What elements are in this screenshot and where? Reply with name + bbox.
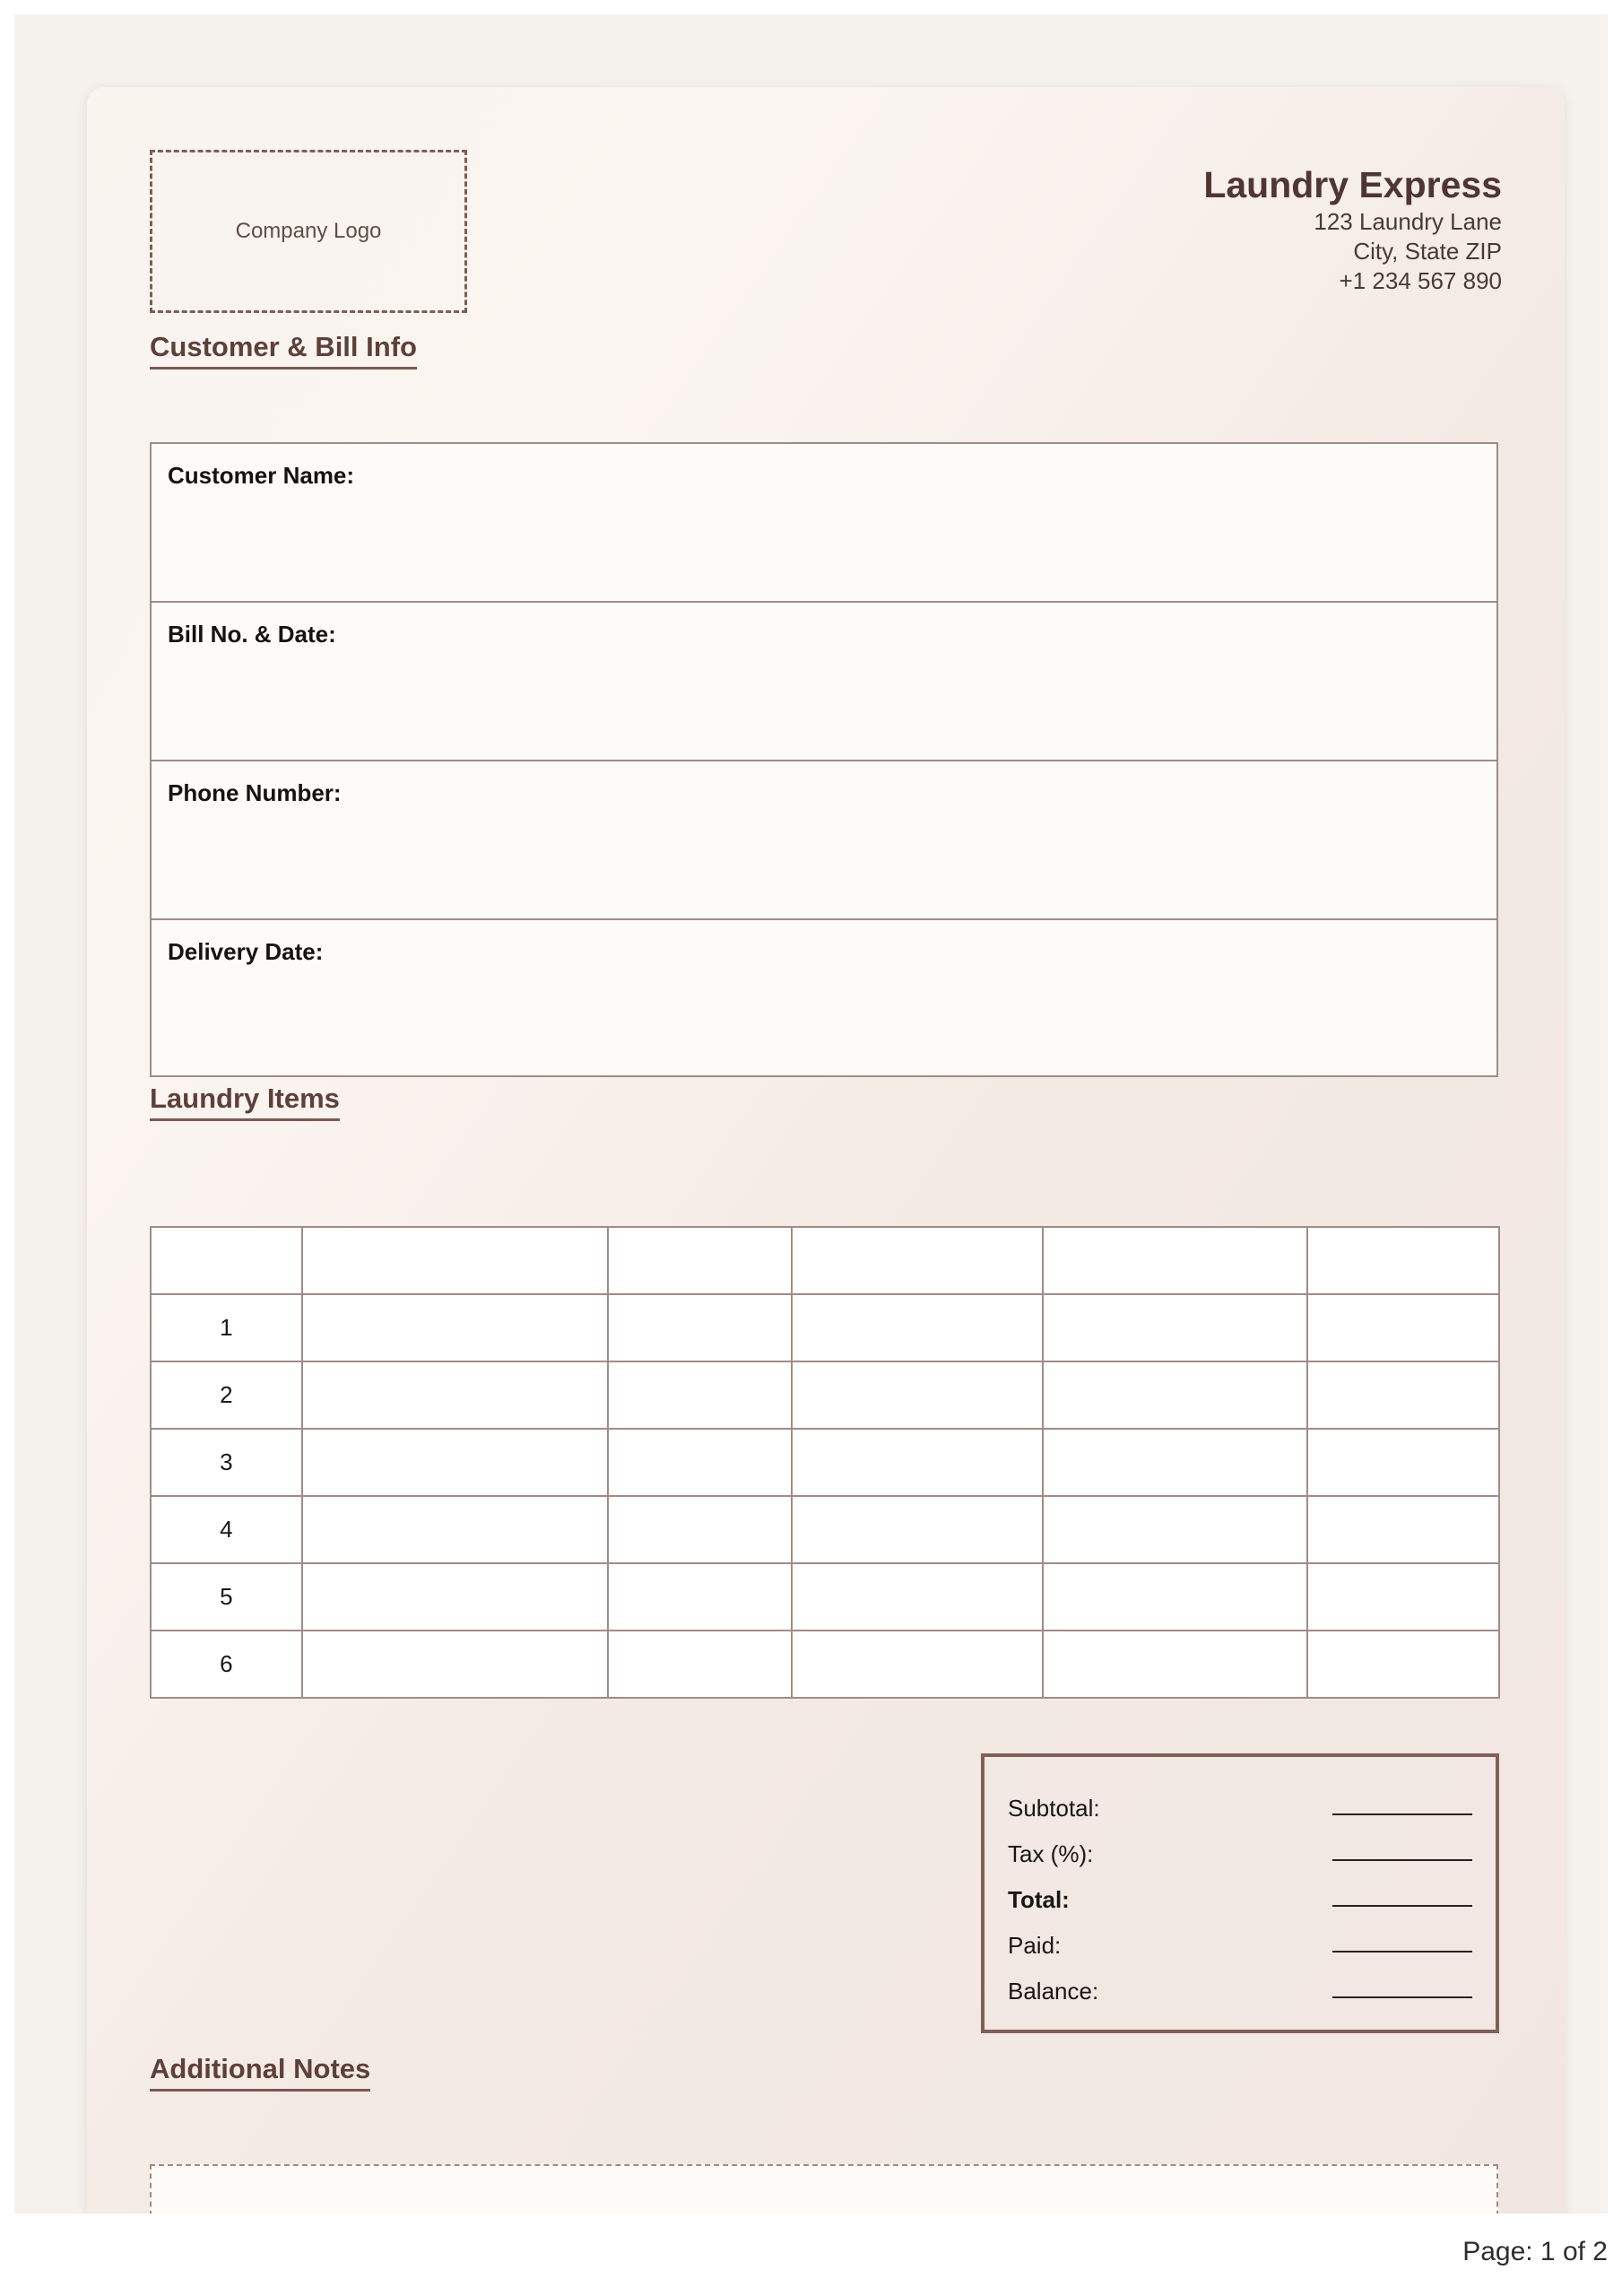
table-cell[interactable] (1043, 1496, 1308, 1563)
balance-row (1008, 1960, 1472, 2005)
additional-notes-title: Additional Notes (150, 2053, 370, 2092)
subtotal-label: Subtotal: (1008, 1795, 1100, 1822)
table-cell[interactable] (792, 1496, 1043, 1563)
table-cell[interactable] (608, 1563, 792, 1631)
table-cell[interactable] (608, 1294, 792, 1361)
tax-value-line[interactable] (1332, 1859, 1472, 1861)
additional-notes-box[interactable] (150, 2164, 1498, 2213)
table-cell[interactable] (1043, 1429, 1308, 1496)
table-cell[interactable] (302, 1361, 609, 1429)
balance-value-line[interactable] (1332, 1996, 1472, 1998)
row-number: 2 (151, 1361, 302, 1429)
table-cell[interactable] (1307, 1631, 1499, 1698)
table-cell[interactable] (302, 1496, 609, 1563)
table-cell[interactable] (1043, 1631, 1308, 1698)
table-row (151, 1631, 1499, 1698)
table-cell[interactable] (1307, 1563, 1499, 1631)
table-cell[interactable] (1043, 1294, 1308, 1361)
table-cell[interactable] (1307, 1496, 1499, 1563)
table-header-cell (302, 1227, 609, 1294)
table-cell[interactable] (608, 1496, 792, 1563)
document-canvas (14, 14, 1608, 2213)
logo-placeholder-text: Company Logo (235, 219, 382, 243)
phone-number-label: Phone Number: (168, 779, 342, 806)
table-cell[interactable] (1307, 1429, 1499, 1496)
table-cell[interactable] (1043, 1361, 1308, 1429)
row-number: 3 (151, 1429, 302, 1496)
table-cell[interactable] (792, 1429, 1043, 1496)
table-header-row (151, 1227, 1499, 1294)
delivery-date-field[interactable] (152, 920, 1496, 1079)
table-cell[interactable] (302, 1429, 609, 1496)
table-cell[interactable] (608, 1429, 792, 1496)
table-cell[interactable] (792, 1294, 1043, 1361)
customer-info-title: Customer & Bill Info (150, 331, 417, 370)
table-row (151, 1294, 1499, 1361)
table-cell[interactable] (608, 1631, 792, 1698)
table-row (151, 1496, 1499, 1563)
row-number: 4 (151, 1496, 302, 1563)
table-cell[interactable] (1307, 1294, 1499, 1361)
invoice-page (87, 87, 1565, 2213)
company-name: Laundry Express (1203, 164, 1502, 205)
paid-label: Paid: (1008, 1932, 1062, 1959)
customer-name-label: Customer Name: (168, 462, 355, 489)
total-label: Total: (1008, 1886, 1070, 1913)
table-cell[interactable] (608, 1361, 792, 1429)
table-cell[interactable] (1307, 1361, 1499, 1429)
table-row (151, 1563, 1499, 1631)
laundry-items-table (150, 1226, 1500, 1699)
company-logo-placeholder (150, 150, 467, 313)
tax-label: Tax (%): (1008, 1840, 1094, 1867)
company-phone: +1 234 567 890 (1339, 267, 1502, 294)
company-details (1203, 162, 1502, 296)
company-address-line1: 123 Laundry Lane (1314, 208, 1502, 235)
phone-number-field[interactable] (152, 761, 1496, 920)
table-header-cell (1043, 1227, 1308, 1294)
paid-row (1008, 1914, 1472, 1960)
table-row (151, 1361, 1499, 1429)
tax-row (1008, 1822, 1472, 1868)
customer-info-box (150, 442, 1498, 1077)
company-address-line2: City, State ZIP (1353, 238, 1502, 265)
totals-box (981, 1753, 1499, 2033)
total-value-line[interactable] (1332, 1905, 1472, 1907)
table-header-cell (608, 1227, 792, 1294)
bill-number-date-label: Bill No. & Date: (168, 621, 336, 648)
paid-value-line[interactable] (1332, 1951, 1472, 1952)
table-cell[interactable] (302, 1294, 609, 1361)
row-number: 6 (151, 1631, 302, 1698)
subtotal-value-line[interactable] (1332, 1813, 1472, 1815)
table-cell[interactable] (1043, 1563, 1308, 1631)
balance-label: Balance: (1008, 1978, 1099, 2005)
table-cell[interactable] (792, 1361, 1043, 1429)
delivery-date-label: Delivery Date: (168, 938, 324, 965)
table-row (151, 1429, 1499, 1496)
table-cell[interactable] (302, 1631, 609, 1698)
customer-name-field[interactable] (152, 444, 1496, 603)
table-cell[interactable] (792, 1563, 1043, 1631)
table-cell[interactable] (302, 1563, 609, 1631)
total-row (1008, 1868, 1472, 1914)
table-header-cell (792, 1227, 1043, 1294)
table-header-cell (1307, 1227, 1499, 1294)
bill-number-date-field[interactable] (152, 603, 1496, 761)
row-number: 1 (151, 1294, 302, 1361)
table-header-cell (151, 1227, 302, 1294)
laundry-items-title: Laundry Items (150, 1083, 340, 1121)
table-cell[interactable] (792, 1631, 1043, 1698)
page-indicator: Page: 1 of 2 (1462, 2237, 1608, 2266)
subtotal-row (1008, 1777, 1472, 1822)
row-number: 5 (151, 1563, 302, 1631)
